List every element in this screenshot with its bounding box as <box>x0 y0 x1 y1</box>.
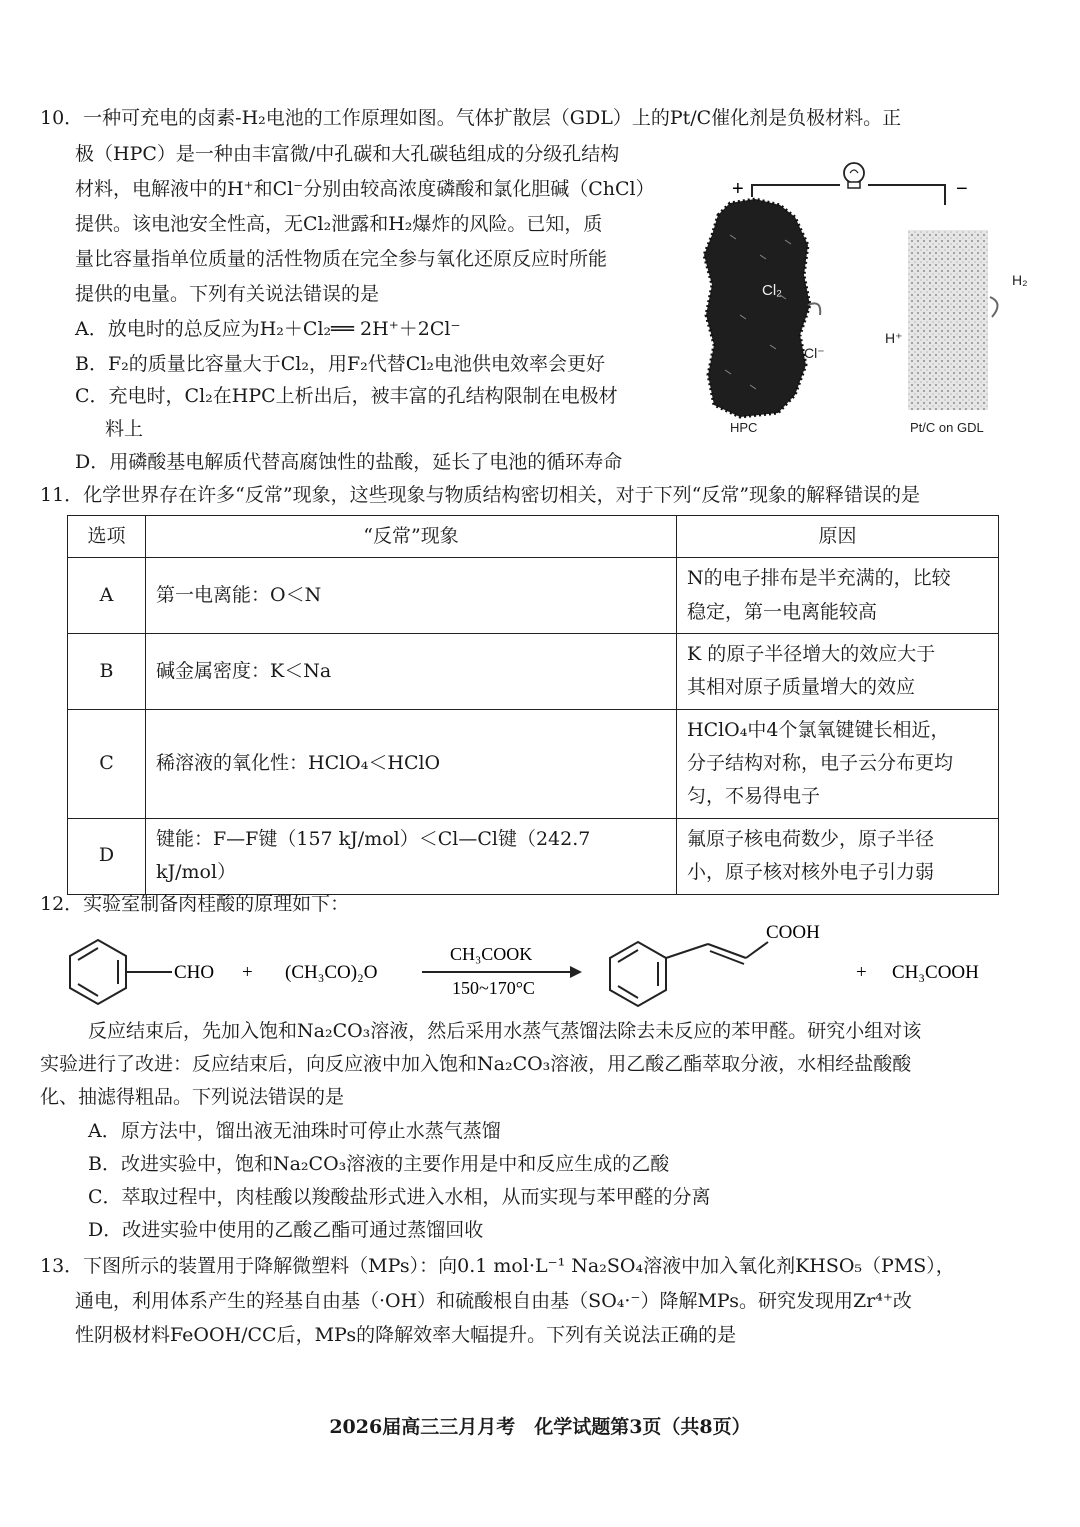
q12-para-line-3: 化、抽滤得粗品。下列说法错误的是 <box>40 1086 345 1108</box>
q10-option-c-cont: 料上 <box>105 418 144 440</box>
hpc-label: HPC <box>730 420 758 435</box>
reason-line: K 的原子半径增大的效应大于 <box>687 643 936 665</box>
q10-option-a: A．放电时的总反应为H₂＋Cl₂══ 2H⁺＋2Cl⁻ <box>75 318 461 340</box>
q12-option-a: A．原方法中，馏出液无油珠时可停止水蒸气蒸馏 <box>88 1120 501 1142</box>
cooh-group: COOH <box>766 922 820 943</box>
wire-right <box>868 185 945 205</box>
row-option: D <box>68 818 146 894</box>
arrow-cl2-icon <box>808 303 820 315</box>
row-phenomenon: 碱金属密度：K＜Na <box>146 633 677 709</box>
wire-left <box>752 185 840 197</box>
q13-stem-line-2: 通电，利用体系产生的羟基自由基（·OH）和硫酸根自由基（SO₄·⁻）降解MPs。研究发现用Zr⁴⁺改 <box>75 1290 912 1312</box>
cinnamic-acid-structure <box>610 942 768 1006</box>
row-option: B <box>68 633 146 709</box>
reason-line: HClO₄中4个氯氧键键长相近， <box>687 718 950 741</box>
table-row <box>68 633 999 709</box>
plus-sign-2: + <box>856 962 867 983</box>
q12-option-b: B．改进实验中，饱和Na₂CO₃溶液的主要作用是中和反应生成的乙酸 <box>88 1153 670 1175</box>
q10-stem-line-4: 提供。该电池安全性高，无Cl₂泄露和H₂爆炸的风险。已知，质 <box>75 213 603 235</box>
benzene-ring-icon <box>70 940 172 1004</box>
catalyst-label: CH₃COOK <box>450 944 533 964</box>
light-bulb-icon <box>844 163 864 188</box>
minus-sign: − <box>956 178 968 200</box>
table-row <box>68 709 999 818</box>
row-reason <box>677 709 999 818</box>
q11-table <box>67 515 999 895</box>
reason-line: 匀，不易得电子 <box>687 785 821 808</box>
page-footer: 2026届高三三月月考 化学试题第3页（共8页） <box>329 1416 751 1438</box>
reason-line: 分子结构对称，电子云分布更均 <box>687 752 954 774</box>
table-row <box>68 818 999 894</box>
q13-stem-line-3: 性阴极材料FeOOH/CC后，MPs的降解效率大幅提升。下列有关说法正确的是 <box>75 1324 737 1346</box>
row-phenomenon: 稀溶液的氧化性：HClO₄＜HClO <box>146 709 677 818</box>
acetic-acid: CH₃COOH <box>892 962 979 983</box>
cl2-label: Cl₂ <box>762 282 782 299</box>
h-plus-label: H⁺ <box>885 330 903 346</box>
row-phenomenon: 第一电离能：O＜N <box>146 558 677 634</box>
plus-sign: + <box>732 178 744 200</box>
cho-group: CHO <box>174 962 215 983</box>
h2-label: H₂ <box>1012 272 1028 288</box>
q10-option-b: B．F₂的质量比容量大于Cl₂，用F₂代替Cl₂电池供电效率会更好 <box>75 353 606 375</box>
row-reason <box>677 633 999 709</box>
q12-para-line-1: 反应结束后，先加入饱和Na₂CO₃溶液，然后采用水蒸气蒸馏法除去未反应的苯甲醛。研究小组对该 <box>88 1020 922 1042</box>
arrow-h2-icon <box>990 297 998 317</box>
row-option: A <box>68 558 146 634</box>
reason-line: 氟原子核电荷数少，原子半径 <box>687 827 935 850</box>
gdl-electrode <box>908 230 988 410</box>
q13-stem-line-1: 13．下图所示的装置用于降解微塑料（MPs）：向0.1 mol·L⁻¹ Na₂SO₄溶液中加入氧化剂KHSO₅（PMS）， <box>40 1255 955 1277</box>
q10-stem-line-6: 提供的电量。下列有关说法错误的是 <box>75 283 380 305</box>
arrow-head-icon <box>570 966 582 978</box>
row-phenomenon: 键能：F—F键（157 kJ/mol）＜Cl—Cl键（242.7 kJ/mol） <box>146 818 677 894</box>
q10-option-d: D．用磷酸基电解质代替高腐蚀性的盐酸，延长了电池的循环寿命 <box>75 451 623 473</box>
q12-para-line-2: 实验进行了改进：反应结束后，向反应液中加入饱和Na₂CO₃溶液，用乙酸乙酯萃取分液，水相经盐酸酸 <box>40 1053 912 1075</box>
q10-option-c: C．充电时，Cl₂在HPC上析出后，被丰富的孔结构限制在电极材 <box>75 385 618 407</box>
header-phenomenon: “反常”现象 <box>146 516 677 558</box>
q12-option-c: C．萃取过程中，肉桂酸以羧酸盐形式进入水相，从而实现与苯甲醛的分离 <box>88 1186 711 1208</box>
q10-stem-line-3: 材料，电解液中的H⁺和Cl⁻分别由较高浓度磷酸和氯化胆碱（ChCl） <box>75 178 655 200</box>
reason-line: 其相对原子质量增大的效应 <box>687 676 916 699</box>
q12-option-d: D．改进实验中使用的乙酸乙酯可通过蒸馏回收 <box>88 1219 484 1241</box>
condition-label: 150~170°C <box>452 978 535 998</box>
battery-diagram <box>700 155 1040 445</box>
reason-line: 小，原子核对核外电子引力弱 <box>687 861 935 883</box>
reason-line: N的电子排布是半充满的，比较 <box>687 567 951 590</box>
cl-ion-label: Cl⁻ <box>804 345 825 361</box>
row-reason <box>677 558 999 634</box>
q10-stem-line-5: 量比容量指单位质量的活性物质在完全参与氧化还原反应时所能 <box>75 248 608 270</box>
hpc-electrode <box>704 199 810 417</box>
header-option: 选项 <box>68 516 146 558</box>
gdl-label: Pt/C on GDL <box>910 420 984 435</box>
q10-stem-line-2: 极（HPC）是一种由丰富微/中孔碳和大孔碳毡组成的分级孔结构 <box>75 143 620 165</box>
reaction-scheme <box>60 918 1020 1018</box>
header-reason: 原因 <box>677 516 999 558</box>
table-header-row <box>68 516 999 558</box>
q12-stem: 12．实验室制备肉桂酸的原理如下： <box>40 893 350 915</box>
row-reason <box>677 818 999 894</box>
q10-stem-line-1: 10．一种可充电的卤素-H₂电池的工作原理如图。气体扩散层（GDL）上的Pt/C催化剂是负极材料。正 <box>40 107 902 129</box>
table-row <box>68 558 999 634</box>
acetic-anhydride: (CH₃CO)₂O <box>285 962 378 983</box>
reason-line: 稳定，第一电离能较高 <box>687 600 878 623</box>
row-option: C <box>68 709 146 818</box>
q11-stem: 11．化学世界存在许多“反常”现象，这些现象与物质结构密切相关，对于下列“反常”现象的解释错误的是 <box>40 484 921 506</box>
plus-sign-1: + <box>242 962 253 983</box>
